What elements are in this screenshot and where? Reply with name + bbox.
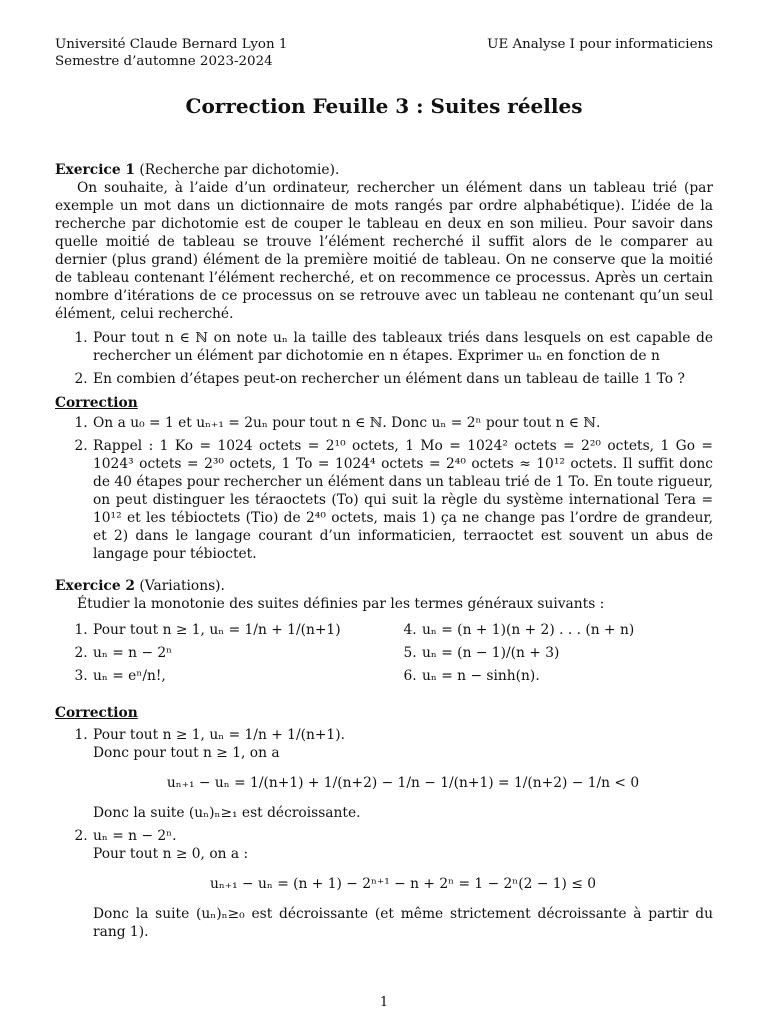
document-body [55,161,713,946]
exercise-2-correction-1-conclusion: Donc la suite (uₙ)ₙ≥₁ est décroissante. [93,805,361,821]
exercise-2-intro: Étudier la monotonie des suites définies par les termes généraux suivants : [77,596,605,612]
exercise-1-subtitle: (Recherche par dichotomie). [139,162,340,178]
exercise-2-item-6: 6. uₙ = n − sinh(n). [421,667,713,685]
exercise-2-correction-2 [92,827,713,941]
exercise-1-questions [55,329,713,388]
exercise-2-correction-1-line-2: Donc pour tout n ≥ 1, on a [93,745,280,761]
exercise-1-intro: On souhaite, à l’aide d’un ordinateur, rechercher un élément dans un tableau trié (par exemple un mot dans un dictionnaire de mots rangés par ordre alphabétique). L’idée de la recherche par dichotomie est de couper le tableau en deux en son milieu. Pour savoir dans quelle moitié de tableau se trouve l’élément recherché il suffit alors de le comparer au dernier (plus grand) élément de la première moitié de tableau. On ne conserve que la moitié de tableau contenant l’élément recherché, et on recommence ce processus. Après un certain nombre d’itérations de ce processus on se retrouve avec un tableau ne contenant qu’un seul élément, celui recherché. [55,180,713,322]
page-number: 1 [379,995,389,1010]
exercise-2-correction-2-line-1: 2. uₙ = n − 2ⁿ. [93,828,177,844]
university-name: Université Claude Bernard Lyon 1 [55,37,288,52]
exercise-1-label: Exercice 1 [55,162,136,178]
exercise-2-subtitle: (Variations). [139,578,225,594]
exercise-1-correction-2: 2. Rappel : 1 Ko = 1024 octets = 2¹⁰ octets, 1 Mo = 1024² octets = 2²⁰ octets, 1 Go = 1024³ octets = 2³⁰ octets, 1 To = 1024⁴ octets = 2⁴⁰ octets ≈ 10¹² octets. Il suffit donc de 40 étapes pour rechercher un élément dans un tableau trié de 1 To. En toute rigueur, on peut distinguer les téraoctets (To) qui suit la règle du système international Tera = 10¹² et les tébioctets (Tio) de 2⁴⁰ octets, mais 1) ça ne change pas l’ordre de grandeur, et 2) dans le langage courant d’un informaticien, terraoctet est souvent un abus de langage pour tébioctet. [92,437,713,563]
course-name: UE Analyse I pour informaticiens [487,37,713,52]
exercise-2-item-1: 1. Pour tout n ≥ 1, uₙ = 1/n + 1/(n+1) [92,621,384,639]
exercise-2-correction-2-line-2: Pour tout n ≥ 0, on a : [93,846,249,862]
exercise-2-correction-label: Correction [55,705,138,721]
exercise-1-correction-list [55,414,713,563]
exercise-1-correction-1: 1. On a u₀ = 1 et uₙ₊₁ = 2uₙ pour tout n ∈ ℕ. Donc uₙ = 2ⁿ pour tout n ∈ ℕ. [92,414,713,432]
exercise-1-question-1: 1. Pour tout n ∈ ℕ on note uₙ la taille des tableaux triés dans lesquels on est capable de rechercher un élément par dichotomie en n étapes. Exprimer uₙ en fonction de n [92,329,713,365]
exercise-2-items-right [384,621,713,690]
exercise-2-item-3: 3. uₙ = eⁿ/n!, [92,667,384,685]
exercise-2-item-5: 5. uₙ = (n − 1)/(n + 3) [421,644,713,662]
exercise-2-correction-1-line-1: 1. Pour tout n ≥ 1, uₙ = 1/n + 1/(n+1). [93,727,345,743]
exercise-2-item-2: 2. uₙ = n − 2ⁿ [92,644,384,662]
exercise-2-heading [55,577,713,595]
exercise-2-correction-list [55,726,713,941]
page-title: Correction Feuille 3 : Suites réelles [185,94,583,118]
exercise-2-items-left [55,621,384,690]
exercise-2-correction-1-equation: uₙ₊₁ − uₙ = 1/(n+1) + 1/(n+2) − 1/n − 1/(n+1) = 1/(n+2) − 1/n < 0 [166,775,640,791]
exercise-2-correction-2-equation: uₙ₊₁ − uₙ = (n + 1) − 2ⁿ⁺¹ − n + 2ⁿ = 1 − 2ⁿ(2 − 1) ≤ 0 [209,876,597,892]
exercise-2-item-4: 4. uₙ = (n + 1)(n + 2) . . . (n + n) [421,621,713,639]
exercise-1-question-2: 2. En combien d’étapes peut-on rechercher un élément dans un tableau de taille 1 To ? [92,370,713,388]
exercise-2-correction-1 [92,726,713,822]
exercise-1-correction-label: Correction [55,395,138,411]
header-left [55,36,287,70]
exercise-2-correction-2-conclusion: Donc la suite (uₙ)ₙ≥₀ est décroissante (et même strictement décroissante à partir du rang 1). [93,906,713,940]
exercise-2-label: Exercice 2 [55,578,136,594]
exercise-2-items [55,621,713,690]
exercise-1-heading [55,161,713,179]
semester: Semestre d’automne 2023-2024 [55,54,273,69]
